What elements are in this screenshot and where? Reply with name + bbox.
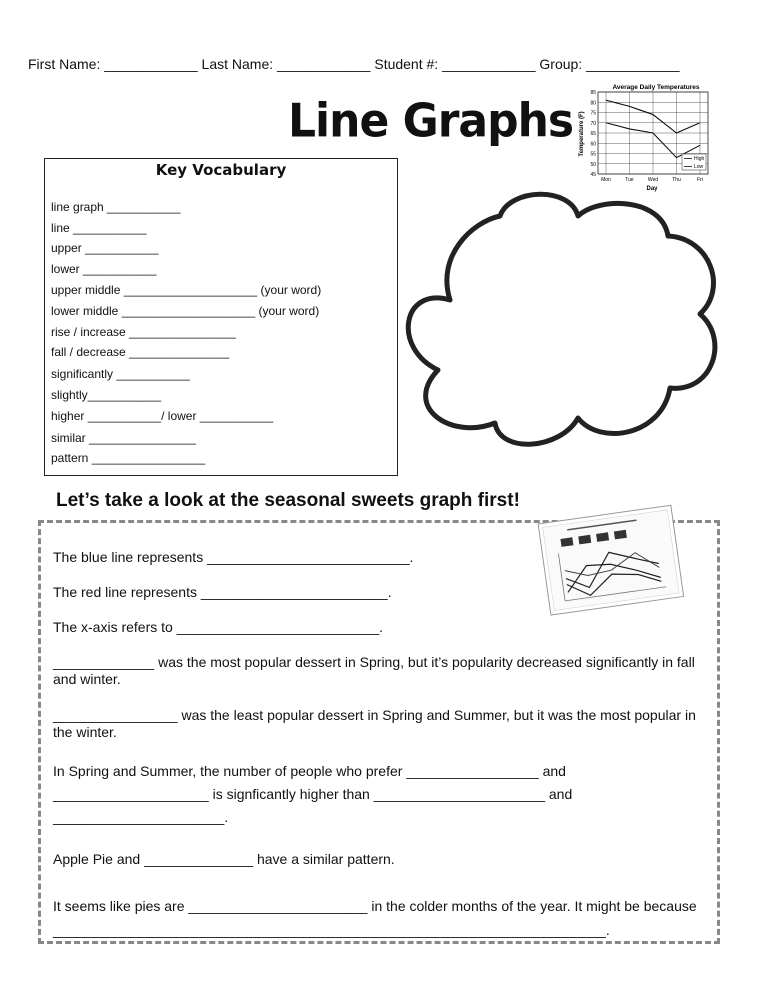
chart-x-tick: Tue — [625, 177, 634, 183]
vocab-item: line ___________ — [51, 221, 147, 235]
vocab-item: fall / decrease _______________ — [51, 345, 230, 359]
question-blue-line: The blue line represents __________________________. — [53, 549, 414, 565]
vocab-item: higher ___________/ lower ___________ — [51, 409, 274, 423]
vocab-item: rise / increase ________________ — [51, 325, 236, 339]
question-spring-summer: In Spring and Summer, the number of people who prefer _________________ and ____________________ is signficantly higher than ______________________ and ______________________. — [53, 763, 573, 825]
chart-x-tick: Mon — [601, 177, 611, 183]
question-pies-colder: It seems like pies are _______________________ in the colder months of the year. It might be because _______________________________________________________________________. — [53, 898, 697, 938]
chart-x-tick: Fri — [697, 177, 703, 183]
vocab-item: lower ___________ — [51, 262, 157, 276]
chart-x-tick: Wed — [647, 177, 659, 183]
chart-y-tick: 85 — [590, 90, 596, 96]
question-similar-pattern: Apple Pie and ______________ have a similar pattern. — [53, 851, 395, 867]
temperature-chart — [574, 82, 722, 192]
chart-title: Average Daily Temperatures — [612, 84, 700, 91]
chart-x-tick: Thu — [672, 177, 681, 183]
chart-y-tick: 65 — [590, 131, 596, 137]
cloud-drawing-area[interactable] — [400, 188, 740, 468]
chart-y-axis-label: Temperature (F) — [579, 111, 585, 157]
question-least-popular: ________________ was the least popular dessert in Spring and Summer, but it was the most popular in the winter. — [53, 707, 696, 740]
vocab-item: slightly___________ — [51, 388, 162, 402]
chart-y-tick: 70 — [590, 120, 596, 127]
vocabulary-title: Key Vocabulary — [155, 161, 287, 179]
chart-y-tick: 75 — [590, 110, 596, 117]
chart-y-tick: 45 — [590, 172, 596, 178]
student-info-line: First Name: ____________ Last Name: ____________ Student #: ____________ Group: ____________ — [28, 56, 680, 72]
chart-legend-label: High — [694, 156, 705, 162]
question-most-popular: _____________ was the most popular dessert in Spring, but it’s popularity decreased significantly in fall and winter. — [53, 654, 695, 687]
vocab-item: significantly ___________ — [51, 367, 190, 381]
page-title: Line Graphs — [288, 94, 574, 149]
vocab-item: similar ________________ — [51, 431, 196, 445]
question-red-line: The red line represents ________________________. — [53, 584, 392, 600]
seasonal-sweets-graph-photo — [536, 503, 688, 620]
chart-legend-label: Low — [694, 164, 704, 170]
vocab-item: pattern _________________ — [51, 451, 206, 465]
section-heading: Let’s take a look at the seasonal sweets graph first! — [56, 490, 520, 511]
chart-y-tick: 60 — [590, 141, 596, 148]
chart-x-axis-label: Day — [646, 186, 658, 192]
chart-y-tick: 55 — [590, 151, 596, 158]
vocab-item: upper middle ____________________ (your word) — [51, 283, 322, 297]
chart-y-tick: 80 — [590, 100, 596, 107]
vocab-item: upper ___________ — [51, 241, 159, 255]
question-x-axis: The x-axis refers to __________________________. — [53, 619, 384, 635]
chart-y-tick: 50 — [590, 161, 596, 168]
vocab-item: line graph ___________ — [51, 200, 181, 214]
vocab-item: lower middle ____________________ (your word) — [51, 304, 320, 318]
key-vocabulary-box — [44, 158, 398, 476]
